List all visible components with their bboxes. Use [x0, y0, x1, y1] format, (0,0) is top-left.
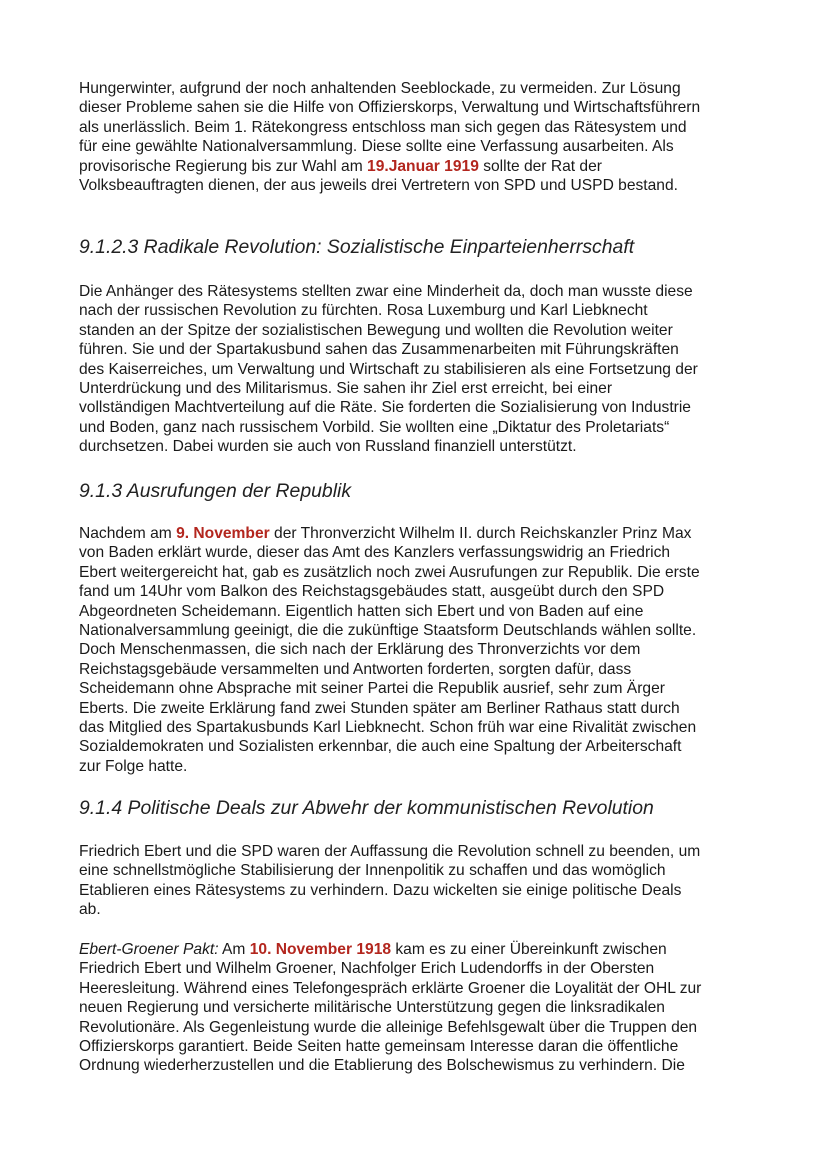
text-line: Scheidemann ohne Absprache mit seiner Partei die Republik ausrief, sehr zum Ärger	[79, 680, 665, 698]
text-line: fand um 14Uhr vom Balkon des Reichstagsgebäudes statt, ausgeübt durch den SPD	[79, 583, 665, 601]
text-line: Unterdrückung und des Militarismus. Sie sahen ihr Ziel erst erreicht, bei einer	[79, 379, 613, 397]
text-line: durchsetzen. Dabei wurden sie auch von Russland finanziell unterstützt.	[79, 438, 577, 456]
paragraph-ebert-groener-pakt	[79, 940, 751, 1095]
text-line: Heeresleitung. Während eines Telefongespräch erklärte Groener die Loyalität der OHL zur	[79, 979, 702, 997]
text-line: Nationalversammlung geeinigt, die die zukünftige Staatsform Deutschlands wählen sollte.	[79, 621, 697, 639]
text-line: nach der russischen Revolution zu fürchten. Rosa Luxemburg und Karl Liebknecht	[79, 302, 648, 320]
text-line: als unerlässlich. Beim 1. Rätekongress entschloss man sich gegen das Rätesystem und	[79, 118, 687, 136]
text-line: eine schnellstmögliche Stabilisierung der Innenpolitik zu schaffen und das womöglich	[79, 862, 666, 880]
text-line: Volksbeauftragten dienen, der aus jeweils drei Vertretern von SPD und USPD bestand.	[79, 176, 678, 194]
section-heading-9-1-4: 9.1.4 Politische Deals zur Abwehr der kommunistischen Revolution	[79, 797, 654, 819]
text-line: zur Folge hatte.	[79, 757, 188, 775]
section-heading-9-1-3: 9.1.3 Ausrufungen der Republik	[79, 480, 352, 502]
text-line	[79, 457, 751, 476]
text-line: vollständigen Machtverteilung auf die Räte. Sie forderten die Sozialisierung von Industrie	[79, 399, 691, 417]
text-line: ab.	[79, 901, 101, 919]
section-heading-9-1-2-3: 9.1.2.3 Radikale Revolution: Sozialistische Einparteienherrschaft	[79, 236, 635, 258]
text-line: Friedrich Ebert und Wilhelm Groener, Nachfolger Erich Ludendorffs in der Obersten	[79, 960, 655, 978]
text-line: Etablieren eines Rätesystems zu verhindern. Dazu wickelten sie einige politische Deals	[79, 881, 682, 899]
text-line: Offizierskorps garantiert. Beide Seiten hatte gemeinsam Interesse daran die öffentliche	[79, 1037, 679, 1055]
text-line: Friedrich Ebert und die SPD waren der Auffassung die Revolution schnell zu beenden, um	[79, 843, 701, 860]
text-line: des Kaiserreiches, um Verwaltung und Wirtschaft zu stabilisieren als eine Fortsetzung der	[79, 360, 698, 378]
date-highlight: 10. November 1918	[249, 941, 392, 958]
text-line: Ebert weitergereicht hat, gab es zusätzlich noch zwei Ausrufungen zur Republik. Die erste	[79, 563, 700, 581]
text-line: Ebert-Groener Pakt: Am 10. November 1918 kam es zu einer Übereinkunft zwischen	[79, 941, 667, 958]
text-line: Sozialdemokraten und Sozialisten erkennbar, die auch eine Spaltung der Arbeiterschaft	[79, 738, 682, 756]
paragraph-politische-deals	[79, 842, 751, 920]
text-line: Nachdem am 9. November der Thronverzicht Wilhelm II. durch Reichskanzler Prinz Max	[79, 525, 692, 542]
text-line: und Boden, ganz nach russischem Vorbild. Sie wollten eine „Diktatur des Proletariats“	[79, 418, 670, 436]
date-highlight: 19.Januar 1919	[367, 157, 479, 175]
term-label: Ebert-Groener Pakt:	[79, 941, 219, 958]
text-line: standen an der Spitze der sozialistischen Bewegung und wollten die Revolution weiter	[79, 321, 673, 339]
text-line: Die Anhänger des Rätesystems stellten zwar eine Minderheit da, doch man wusste diese	[79, 283, 693, 300]
text-line: führen. Sie und der Spartakusbund sahen das Zusammenarbeiten mit Führungskräften	[79, 341, 679, 359]
text-line: Reichstagsgebäude versammelten und Antworten forderten, sorgten dafür, dass	[79, 660, 632, 678]
date-highlight: 9. November	[176, 525, 270, 542]
text-line: Doch Menschenmassen, die sich nach der Erklärung des Thronverzichts vor dem	[79, 641, 641, 659]
text-line: Revolutionäre. Als Gegenleistung wurde die alleinige Befehlsgewalt über die Truppen den	[79, 1018, 698, 1036]
paragraph-raetekongress	[79, 79, 751, 195]
text-line: Eberts. Die zweite Erklärung fand zwei Stunden später am Berliner Rathaus statt durch	[79, 699, 680, 717]
text-line: Ordnung wiederherzustellen und die Etablierung des Bolschewismus zu verhindern. Die	[79, 1057, 685, 1075]
text-line: neuen Regierung und versicherte militärische Unterstützung gegen die linksradikalen	[79, 999, 665, 1017]
text-line: dieser Probleme sahen sie die Hilfe von Offizierskorps, Verwaltung und Wirtschaftsführern	[79, 99, 701, 117]
text-line: von Baden erklärt wurde, dieser das Amt des Kanzlers verfassungswidrig an Friedrich	[79, 544, 671, 562]
text-line	[79, 1076, 751, 1095]
text-line: Hungerwinter, aufgrund der noch anhaltenden Seeblockade, zu vermeiden. Zur Lösung	[79, 80, 681, 97]
text-line: für eine gewählte Nationalversammlung. Diese sollte eine Verfassung ausarbeiten. Als	[79, 138, 674, 156]
text-line: provisorische Regierung bis zur Wahl am 19.Januar 1919 sollte der Rat der	[79, 157, 602, 175]
paragraph-ausrufungen	[79, 524, 751, 795]
text-line: das Mitglied des Spartakusbunds Karl Liebknecht. Schon früh war eine Rivalität zwischen	[79, 718, 697, 736]
paragraph-radikale-revolution	[79, 282, 751, 495]
text-line: Abgeordneten Scheidemann. Eigentlich hatten sich Ebert und von Baden auf eine	[79, 602, 644, 620]
text-line	[79, 776, 751, 795]
